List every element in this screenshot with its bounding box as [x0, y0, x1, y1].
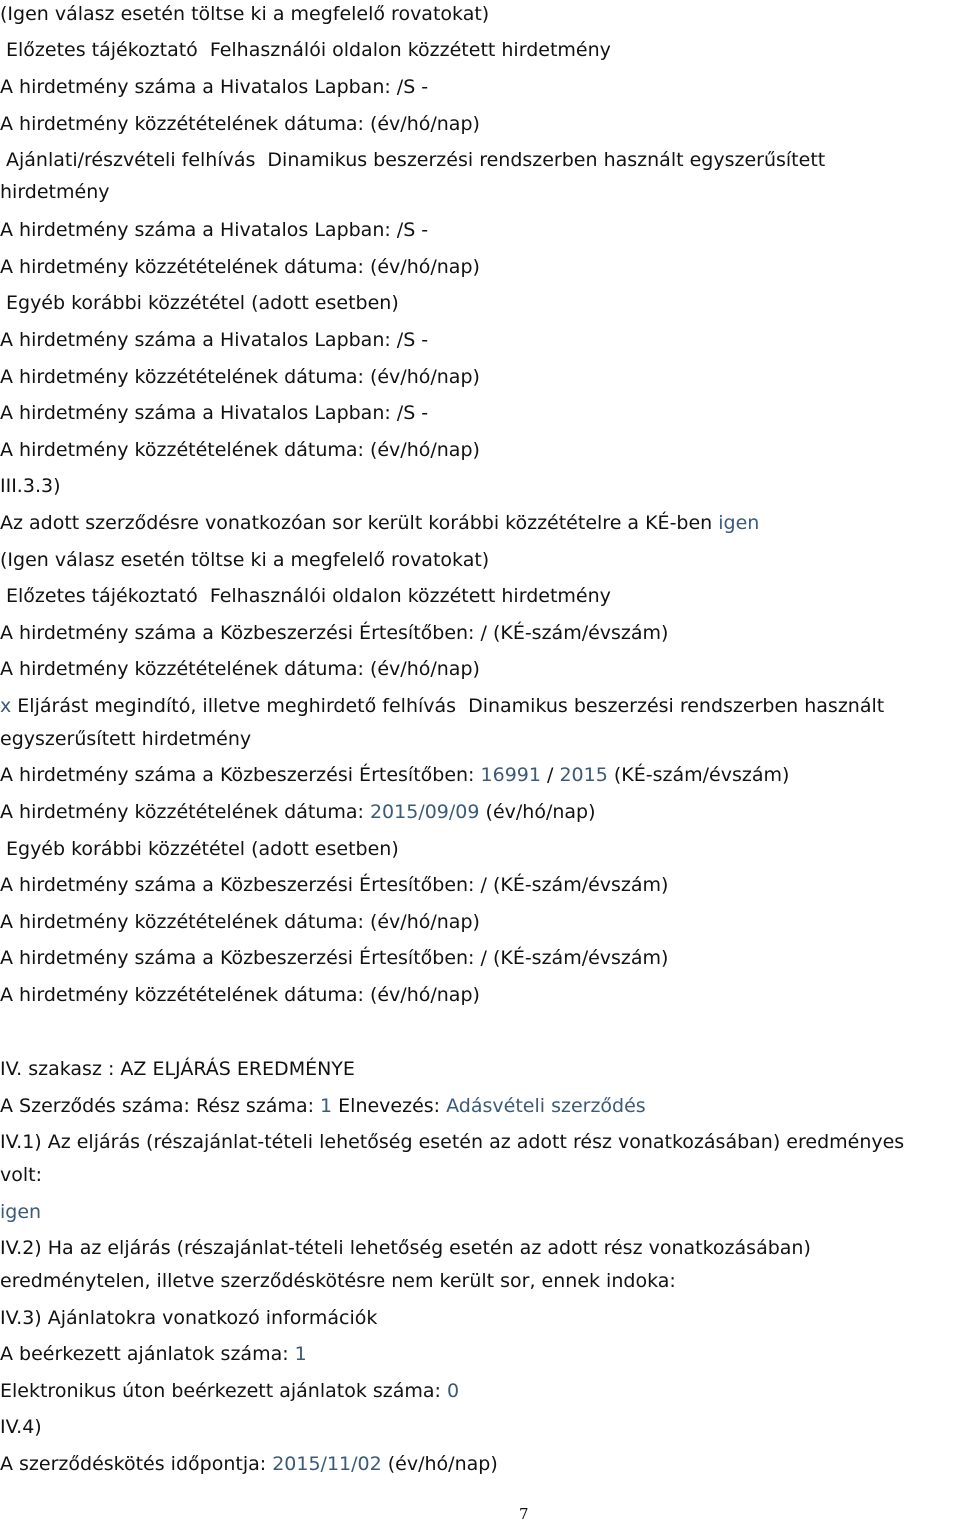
electronic-bids-row	[0, 1379, 459, 1403]
field-label: A szerződéskötés időpontja:	[0, 1453, 267, 1475]
field-line: A hirdetmény száma a Közbeszerzési Értesítőben: / (KÉ-szám/évszám)	[0, 874, 669, 896]
option-label: Eljárást megindító, illetve meghirdető felhívás	[17, 695, 457, 717]
notice-number-row	[0, 763, 789, 787]
option-label: Ajánlati/részvételi felhívás	[6, 149, 256, 171]
option-row	[0, 291, 399, 315]
field-line: A hirdetmény közzétételének dátuma: (év/hó/nap)	[0, 984, 480, 1006]
notice-number-value: 16991	[480, 764, 541, 786]
notice-date-value: 2015/09/09	[369, 801, 480, 823]
field-label: A hirdetmény közzétételének dátuma:	[0, 801, 364, 823]
contract-row	[0, 1094, 646, 1118]
field-line: A hirdetmény közzétételének dátuma: (év/hó/nap)	[0, 366, 480, 388]
separator: /	[547, 764, 554, 786]
field-line: A hirdetmény száma a Hivatalos Lapban: /S -	[0, 329, 429, 351]
iv4-heading: IV.4)	[0, 1416, 42, 1438]
field-suffix: (év/hó/nap)	[387, 1453, 498, 1475]
field-line: A hirdetmény száma a Hivatalos Lapban: /S -	[0, 219, 429, 241]
field-label: Elnevezés:	[338, 1095, 441, 1117]
option-row	[0, 38, 611, 62]
iv1-text-continued: volt:	[0, 1164, 42, 1186]
field-line: A hirdetmény közzétételének dátuma: (év/hó/nap)	[0, 113, 480, 135]
field-label: A hirdetmény száma a Közbeszerzési Értesítőben:	[0, 764, 475, 786]
contract-name-value: Adásvételi szerződés	[446, 1095, 646, 1117]
option-row	[0, 837, 399, 861]
part-number-value: 1	[320, 1095, 333, 1117]
option-row	[0, 584, 611, 608]
option-label: Dinamikus beszerzési rendszerben használt egyszerűsített	[267, 149, 826, 171]
field-line: A hirdetmény száma a Hivatalos Lapban: /S -	[0, 402, 429, 424]
bids-row	[0, 1342, 307, 1366]
field-line: A hirdetmény közzétételének dátuma: (év/hó/nap)	[0, 911, 480, 933]
electronic-bids-count-value: 0	[447, 1380, 460, 1402]
checked-mark: x	[0, 695, 12, 717]
signing-date-row	[0, 1452, 498, 1476]
field-suffix: (év/hó/nap)	[485, 801, 596, 823]
iv1-answer: igen	[0, 1201, 42, 1223]
answer-value: igen	[718, 512, 760, 534]
option-label: Előzetes tájékoztató	[6, 585, 198, 607]
section-title: IV. szakasz : AZ ELJÁRÁS EREDMÉNYE	[0, 1058, 355, 1080]
option-label: Felhasználói oldalon közzétett hirdetmény	[209, 585, 611, 607]
field-line: A hirdetmény száma a Hivatalos Lapban: /S -	[0, 76, 429, 98]
field-line: A hirdetmény közzétételének dátuma: (év/hó/nap)	[0, 439, 480, 461]
option-label: Dinamikus beszerzési rendszerben használt	[468, 695, 885, 717]
field-line: A hirdetmény száma a Közbeszerzési Értesítőben: / (KÉ-szám/évszám)	[0, 947, 669, 969]
notice-date-row	[0, 800, 596, 824]
iv3-heading: IV.3) Ajánlatokra vonatkozó információk	[0, 1307, 378, 1329]
option-row	[0, 694, 884, 718]
option-label: Egyéb korábbi közzététel (adott esetben)	[6, 838, 399, 860]
question-row	[0, 511, 759, 535]
option-label: Egyéb korábbi közzététel (adott esetben)	[6, 292, 399, 314]
field-label: A beérkezett ajánlatok száma:	[0, 1343, 289, 1365]
iv1-text: IV.1) Az eljárás (részajánlat-tételi lehetőség esetén az adott rész vonatkozásában) eredményes	[0, 1131, 905, 1153]
field-line: A hirdetmény száma a Közbeszerzési Értesítőben: / (KÉ-szám/évszám)	[0, 622, 669, 644]
field-suffix: (KÉ-szám/évszám)	[613, 764, 790, 786]
signing-date-value: 2015/11/02	[272, 1453, 382, 1475]
option-label: Előzetes tájékoztató	[6, 39, 198, 61]
iv2-text-continued: eredménytelen, illetve szerződéskötésre nem került sor, ennek indoka:	[0, 1270, 676, 1292]
instruction-text: (Igen válasz esetén töltse ki a megfelelő rovatokat)	[0, 3, 490, 25]
option-label-continued: egyszerűsített hirdetmény	[0, 728, 252, 750]
section-heading: III.3.3)	[0, 475, 61, 497]
question-text: Az adott szerződésre vonatkozóan sor került korábbi közzétételre a KÉ-ben	[0, 512, 713, 534]
field-label: Elektronikus úton beérkezett ajánlatok száma:	[0, 1380, 441, 1402]
option-label: Felhasználói oldalon közzétett hirdetmény	[209, 39, 611, 61]
bids-count-value: 1	[294, 1343, 307, 1365]
iv2-text: IV.2) Ha az eljárás (részajánlat-tételi lehetőség esetén az adott rész vonatkozásában)	[0, 1237, 811, 1259]
field-line: A hirdetmény közzétételének dátuma: (év/hó/nap)	[0, 256, 480, 278]
field-label: A Szerződés száma: Rész száma:	[0, 1095, 314, 1117]
option-label-continued: hirdetmény	[0, 181, 110, 203]
page-number: 7	[519, 1505, 529, 1523]
notice-year-value: 2015	[559, 764, 608, 786]
instruction-text: (Igen válasz esetén töltse ki a megfelelő rovatokat)	[0, 549, 490, 571]
field-line: A hirdetmény közzétételének dátuma: (év/hó/nap)	[0, 658, 480, 680]
option-row	[0, 148, 825, 172]
